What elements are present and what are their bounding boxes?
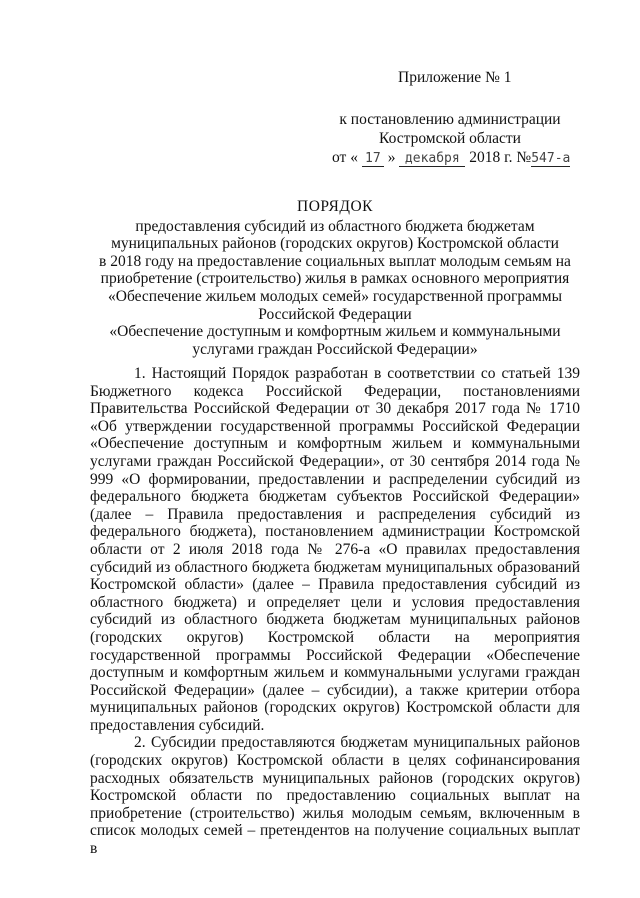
date-day: 17 xyxy=(362,151,384,167)
document-number: 547-а xyxy=(531,151,571,166)
document-title: ПОРЯДОК xyxy=(297,198,373,215)
heading-line: услугами граждан Российской Федерации» xyxy=(192,340,478,358)
appendix-title: Приложение № 1 xyxy=(398,69,512,86)
approval-line-1: к постановлению администрации xyxy=(339,111,561,128)
heading-line: предоставления субсидий из областного бюджета бюджетам xyxy=(135,217,535,235)
document-heading xyxy=(90,198,580,358)
document-body xyxy=(90,365,580,858)
heading-line: муниципальных районов (городских округов) Костромской области xyxy=(111,235,559,253)
date-separator: » xyxy=(387,149,396,166)
approval-line-2: Костромской области xyxy=(379,130,521,147)
paragraph-1: 1. Настоящий Порядок разработан в соответствии со статьей 139 Бюджетного кодекса Российской Федерации, постановлениями Правительства Российской Федерации от 30 декабря 2017 года № 1710 «Об утверждении государственной программы Российской Федерации «Обеспечение доступным и комфортным жильем и коммунальными услугами граждан Российской Федерации», от 30 сентября 2014 года № 999 «О формировании, предоставлении и распределении субсидий из федерального бюджета бюджетам субъектов Российской Федерации» (далее – Правила предоставления и распределения субсидий из федерального бюджета), постановлением администрации Костромской области от 2 июля 2018 года № 276-а «О правилах предоставления субсидий из областного бюджета бюджетам муниципальных образований Костромской области» (далее – Правила предоставления субсидий из областного бюджета) и определяет цели и условия предоставления субсидий из областного бюджета бюджетам муниципальных районов (городских округов) Костромской области на мероприятия государственной программы Российской Федерации «Обеспечение доступным и комфортным жильем и коммунальными услугами граждан Российской Федерации» (далее – субсидии), а также критерии отбора муниципальных районов (городских округов) Костромской области для предоставления субсидий. xyxy=(90,365,580,734)
heading-line: в 2018 году на предоставление социальных выплат молодым семьям на xyxy=(99,252,571,270)
heading-line: «Обеспечение жильем молодых семей» государственной программы xyxy=(108,287,562,305)
date-prefix: от « xyxy=(332,149,358,166)
heading-line: Российской Федерации xyxy=(258,305,412,323)
approval-date-line xyxy=(330,148,570,167)
date-month: декабря xyxy=(399,151,465,167)
date-year: 2018 г. № xyxy=(469,149,532,166)
heading-line: «Обеспечение доступным и комфортным жильем и коммунальными xyxy=(109,323,561,341)
heading-line: приобретение (строительство) жилья в рамках основного мероприятия xyxy=(100,270,570,288)
paragraph-2: 2. Субсидии предоставляются бюджетам муниципальных районов (городских округов) Костромской области в целях софинансирования расходных обязательств муниципальных районов (городских округов) Костромской области по предоставлению социальных выплат на приобретение (строительство) жилья молодым семьям, включенным в список молодых семей – претендентов на получение социальных выплат в xyxy=(90,734,580,858)
approval-block xyxy=(330,110,570,167)
